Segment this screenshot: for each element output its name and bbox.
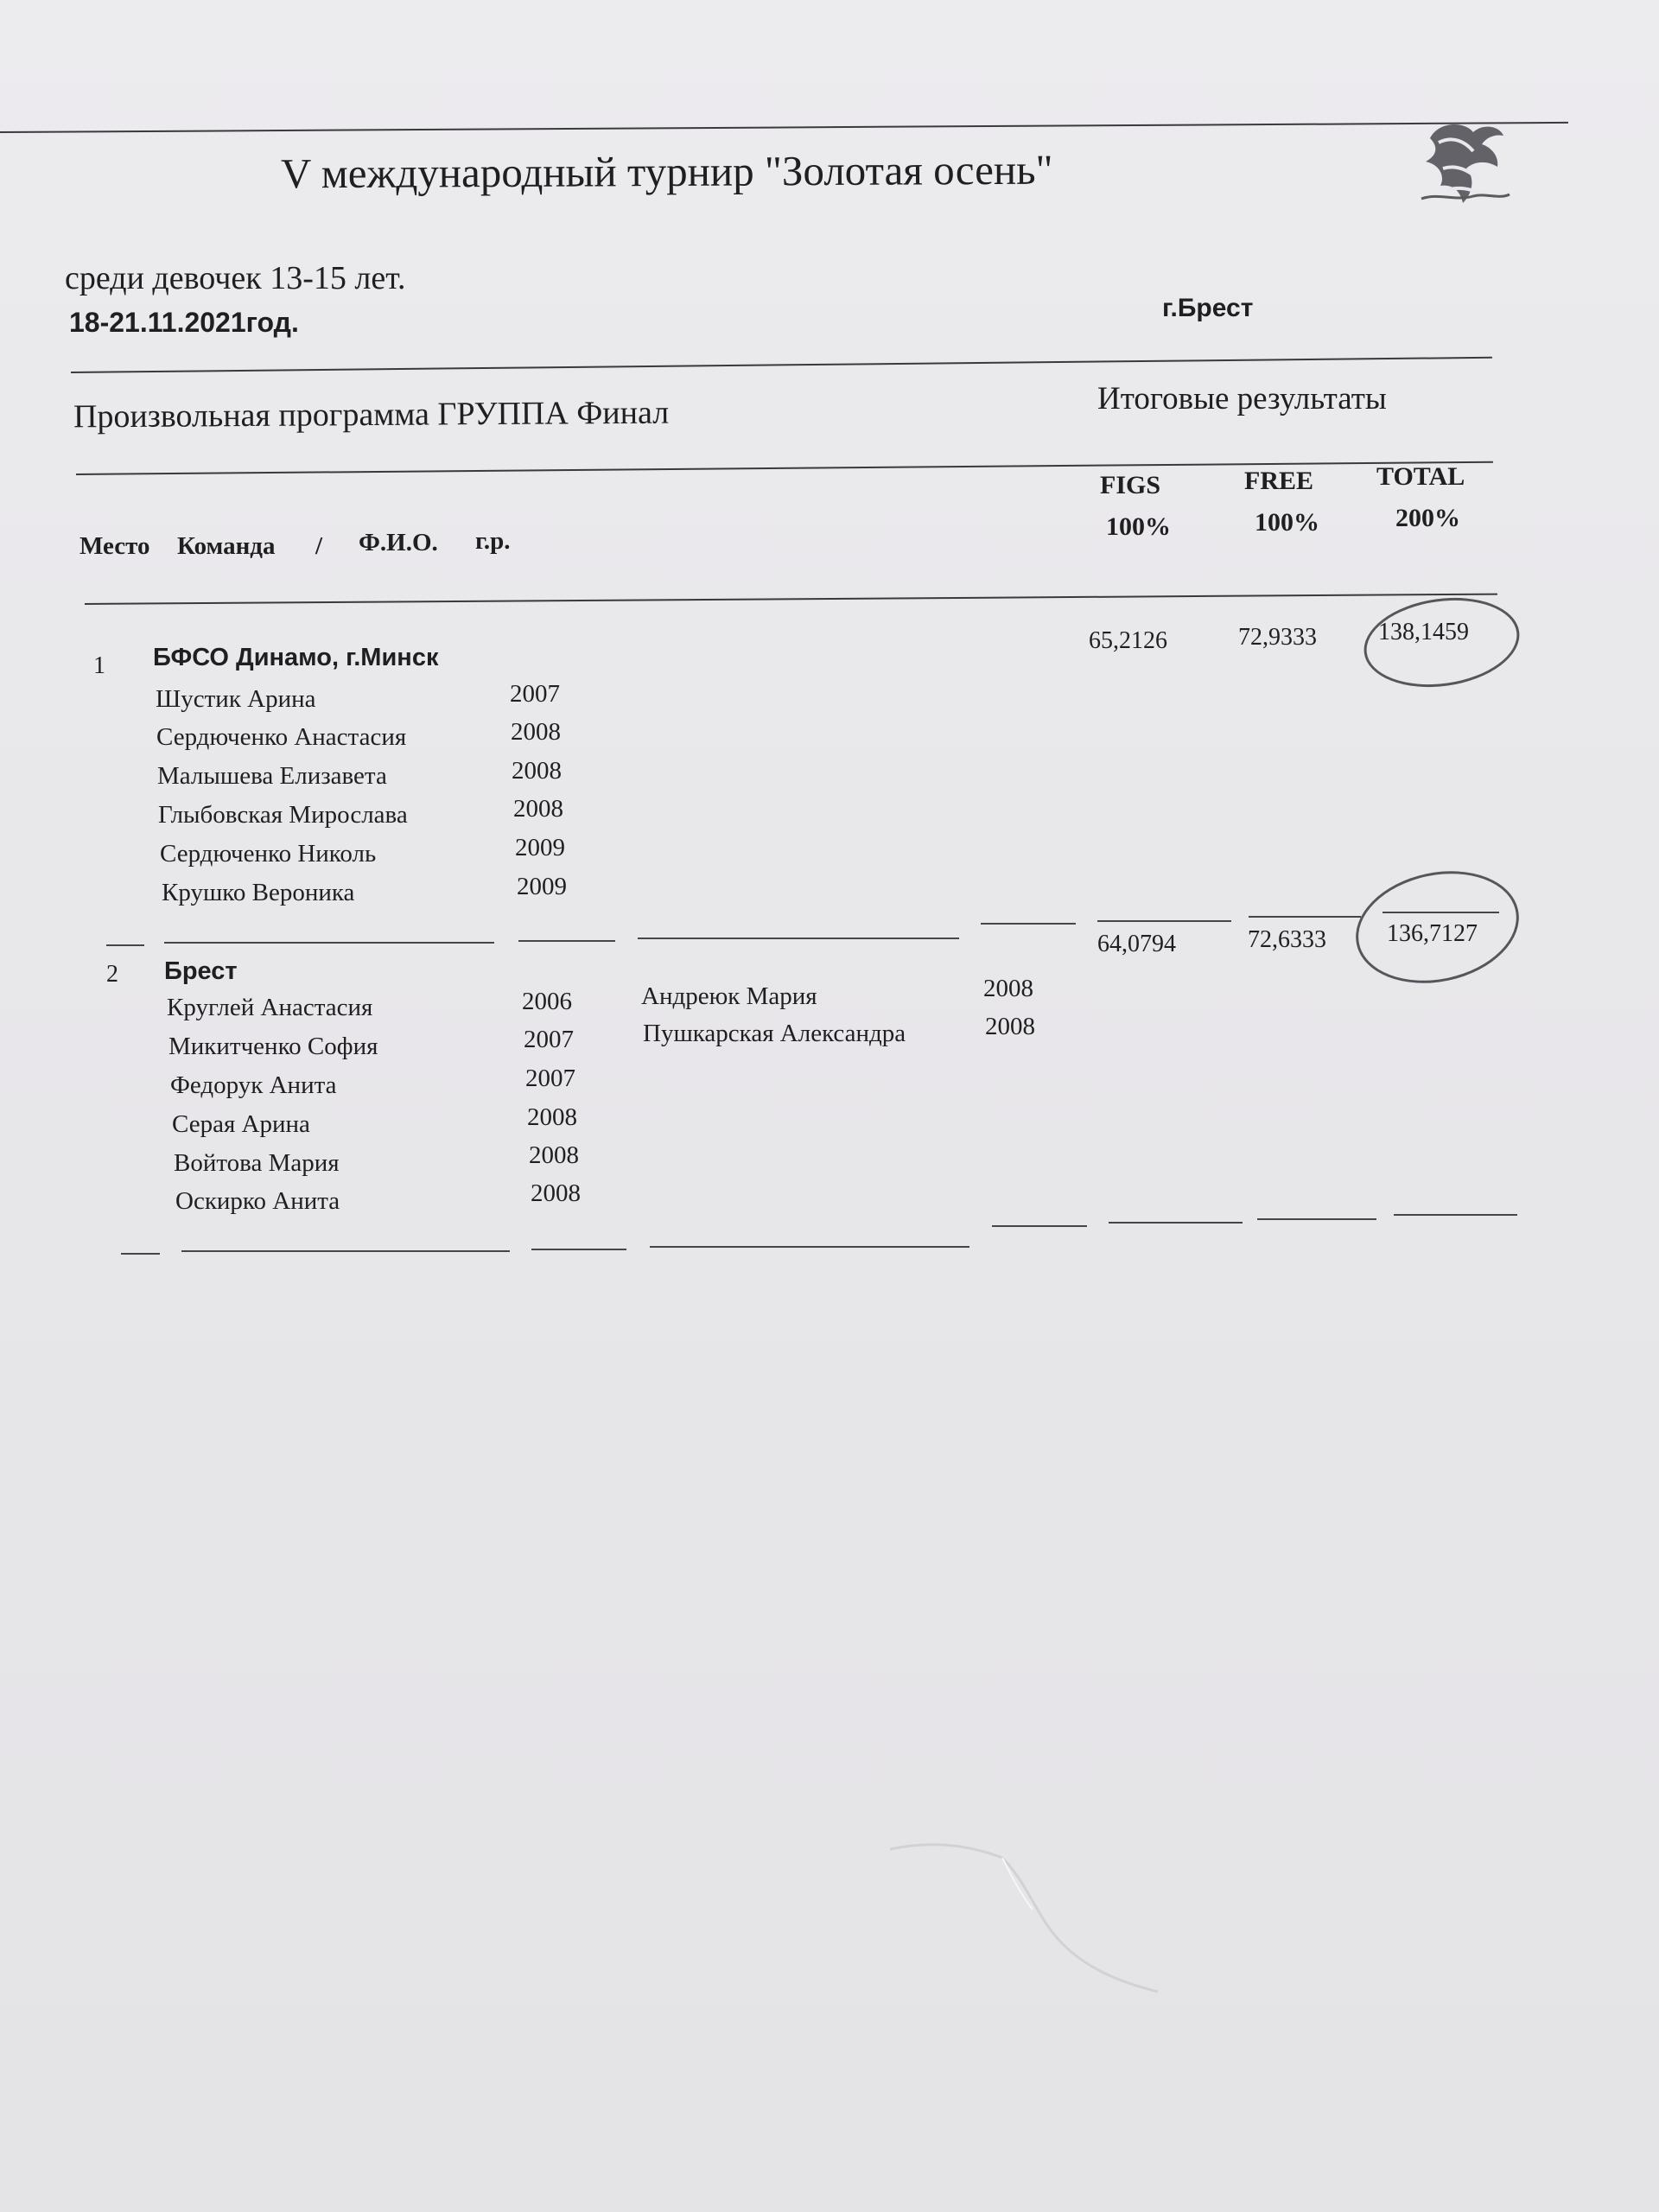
total-score-circle xyxy=(1345,857,1529,998)
col-figs-pct: 100% xyxy=(1106,512,1171,541)
paper-crease xyxy=(881,1832,1166,2005)
member-name: Глыбовская Мирослава xyxy=(158,801,408,829)
member-name: Микитченко София xyxy=(168,1033,378,1060)
col-name-header: Ф.И.О. xyxy=(359,529,438,556)
separator-dash xyxy=(1109,1222,1243,1224)
member-year: 2007 xyxy=(525,1065,575,1092)
separator-dash xyxy=(1257,1218,1376,1220)
col-total-pct: 200% xyxy=(1395,504,1460,532)
team-place: 1 xyxy=(93,652,105,679)
col-free-header: FREE xyxy=(1244,467,1314,495)
separator-dash xyxy=(981,923,1076,925)
member-name: Круглей Анастасия xyxy=(167,994,373,1021)
col-free-pct: 100% xyxy=(1255,508,1319,537)
member-name: Крушко Вероника xyxy=(162,879,355,906)
member-name: Шустик Арина xyxy=(156,685,316,713)
separator-dash xyxy=(121,1253,160,1255)
reserve-year: 2008 xyxy=(985,1013,1035,1040)
member-year: 2006 xyxy=(522,988,572,1015)
separator-dash xyxy=(518,940,615,942)
free-score: 72,6333 xyxy=(1248,926,1326,953)
member-year: 2008 xyxy=(531,1179,581,1207)
separator-dash xyxy=(638,938,959,939)
member-year: 2009 xyxy=(517,873,567,900)
member-year: 2008 xyxy=(527,1103,577,1131)
results-title: Итоговые результаты xyxy=(1097,381,1387,416)
separator-dash xyxy=(1097,920,1231,922)
member-year: 2008 xyxy=(512,757,562,785)
member-name: Малышева Елизавета xyxy=(157,762,387,790)
total-score-circle xyxy=(1358,588,1525,696)
member-year: 2007 xyxy=(510,680,560,708)
member-year: 2008 xyxy=(529,1141,579,1169)
member-year: 2007 xyxy=(524,1026,574,1053)
member-name: Войтова Мария xyxy=(174,1149,340,1177)
column-header-rule xyxy=(85,594,1497,605)
col-slash: / xyxy=(315,532,323,560)
col-place-header: Место xyxy=(79,532,150,560)
reserve-year: 2008 xyxy=(983,975,1033,1002)
team-name: Брест xyxy=(164,957,238,985)
synchronized-swimming-logo-icon xyxy=(1413,117,1512,212)
reserve-name: Пушкарская Александра xyxy=(643,1020,906,1047)
header-rule xyxy=(71,357,1492,373)
separator-dash xyxy=(531,1249,626,1250)
team-place: 2 xyxy=(106,961,118,988)
event-dates: 18-21.11.2021год. xyxy=(69,307,299,338)
separator-dash xyxy=(1249,916,1361,918)
team-name: БФСО Динамо, г.Минск xyxy=(153,644,439,671)
separator-dash xyxy=(164,942,494,944)
separator-dash xyxy=(992,1225,1087,1227)
program-title: Произвольная программа ГРУППА Финал xyxy=(73,394,670,435)
member-name: Сердюченко Анастасия xyxy=(156,723,407,751)
member-name: Серая Арина xyxy=(172,1110,310,1138)
tournament-title: V международный турнир "Золотая осень" xyxy=(280,145,1053,198)
separator-dash xyxy=(1394,1214,1517,1216)
event-city: г.Брест xyxy=(1162,294,1254,322)
col-figs-header: FIGS xyxy=(1100,471,1161,499)
col-total-header: TOTAL xyxy=(1376,462,1465,491)
separator-dash xyxy=(181,1250,510,1252)
reserve-name: Андреюк Мария xyxy=(641,982,817,1010)
total-score: 136,7127 xyxy=(1387,920,1478,947)
figs-score: 65,2126 xyxy=(1089,627,1167,654)
top-rule xyxy=(0,122,1568,133)
separator-dash xyxy=(106,944,144,946)
member-year: 2009 xyxy=(515,834,565,861)
separator-dash xyxy=(650,1246,969,1248)
member-name: Федорук Анита xyxy=(170,1071,337,1099)
age-group-subtitle: среди девочек 13-15 лет. xyxy=(65,260,406,296)
member-year: 2008 xyxy=(513,795,563,823)
col-year-header: г.р. xyxy=(475,527,511,555)
total-score: 138,1459 xyxy=(1378,619,1469,645)
member-name: Оскирко Анита xyxy=(175,1187,340,1215)
figs-score: 64,0794 xyxy=(1097,931,1176,957)
free-score: 72,9333 xyxy=(1238,624,1317,651)
col-team-header: Команда xyxy=(177,532,276,560)
member-year: 2008 xyxy=(511,718,561,746)
member-name: Сердюченко Николь xyxy=(160,840,377,868)
